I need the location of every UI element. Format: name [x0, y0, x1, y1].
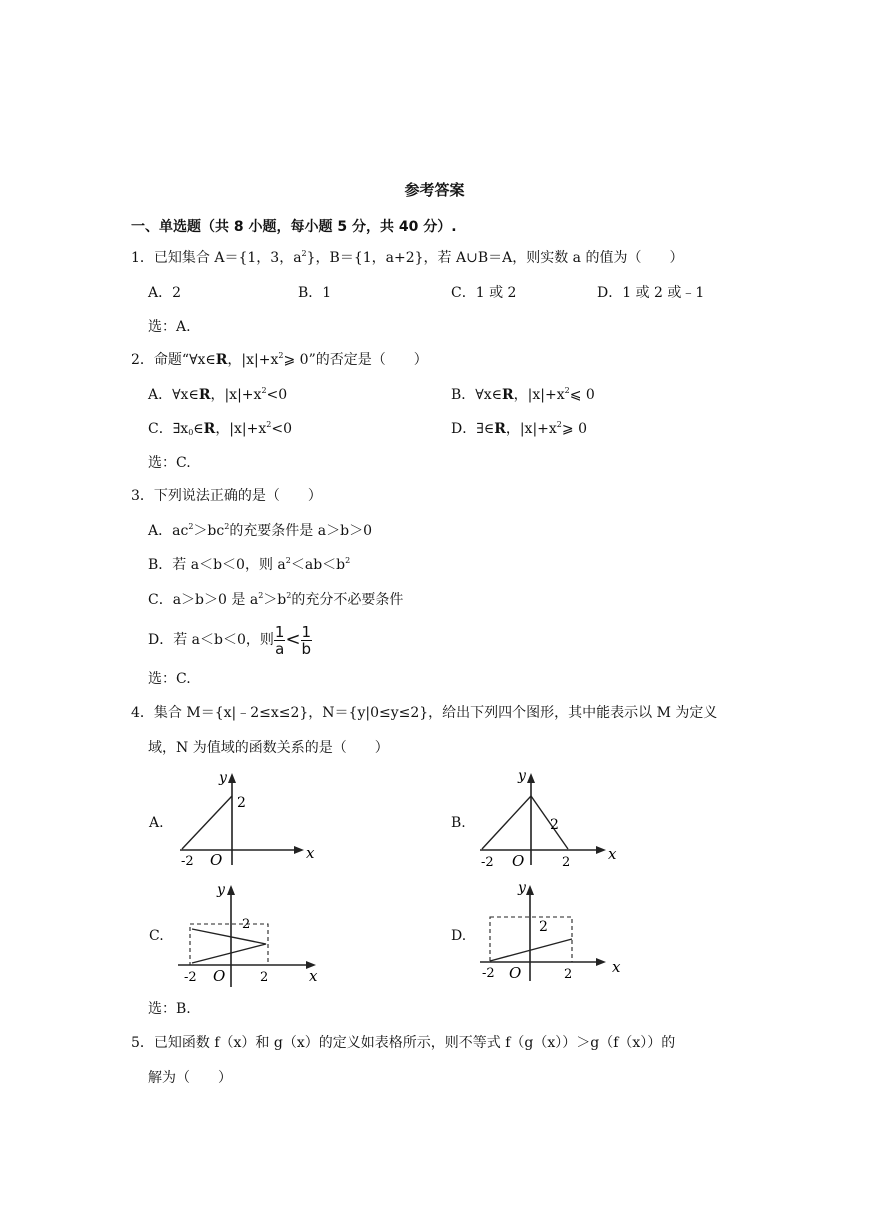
question-4-stem-line-1: 4．集合 M＝{x|﹣2≤x≤2}，N＝{y|0≤y≤2}，给出下列四个图形，其中能表示以 M 为定义 — [131, 705, 718, 721]
fraction-one-over-a: $\frac{1}{a}$ — [274, 622, 285, 658]
question-5-stem-line-2: 解为（ ） — [148, 1070, 232, 1086]
question-2-answer: 选：C. — [148, 455, 191, 471]
question-2-option-c: C．$\exists x_0\in R$，$|x|+x^2<0$ — [148, 420, 293, 437]
section-heading: 一、单选题（共 8 小题，每小题 5 分，共 40 分）. — [131, 219, 457, 235]
svg-text:y: y — [518, 880, 526, 896]
question-3-option-d: D．若 a＜b＜0，则 $\frac{1}{a}$ < $\frac{1}{b}$ — [148, 622, 312, 658]
svg-text:O: O — [210, 851, 223, 869]
question-1-option-a: A．2 — [148, 285, 182, 301]
svg-text:O: O — [509, 964, 522, 982]
svg-text:2: 2 — [539, 919, 548, 935]
question-1-option-b: B．1 — [298, 285, 332, 301]
graph-c — [170, 877, 330, 992]
svg-text:y: y — [217, 882, 225, 898]
graph-b-label: B. — [451, 815, 466, 831]
svg-text:O: O — [512, 852, 525, 870]
question-3-option-b: B．若 a＜b＜0，则 $a^2<ab<b^2$ — [148, 556, 351, 573]
question-3-option-a: A．$ac^2>bc^2$的充要条件是 a＞b＞0 — [148, 522, 372, 539]
graph-a — [170, 765, 320, 870]
question-2-stem: 2．命题“∀x∈R，$|x|+x^2⩾$ 0”的否定是（ ） — [131, 351, 428, 368]
graph-a-label: A. — [149, 815, 164, 831]
question-4-stem-line-2: 域，N 为值域的函数关系的是（ ） — [148, 740, 389, 756]
svg-text:x: x — [309, 967, 318, 985]
graph-b — [472, 765, 622, 870]
svg-text:-2: -2 — [184, 970, 197, 985]
question-3-option-c: C．a＞b＞0 是 $a^2>b^2$的充分不必要条件 — [148, 591, 404, 608]
page-title: 参考答案 — [404, 181, 465, 199]
question-2-option-d: D．∃∈R，$|x|+x^2⩾$ 0 — [451, 420, 587, 437]
svg-text:2: 2 — [260, 970, 269, 985]
question-1-stem: 1．已知集合 A＝{1，3，$a^2$}，B＝{1，a+2}，若 A∪B＝A，则实数 a 的值为（ ） — [131, 249, 684, 266]
graph-d — [472, 877, 632, 992]
graph-c-label: C. — [149, 928, 164, 944]
question-1-answer: 选：A. — [148, 319, 191, 335]
question-2-option-b: B．∀x∈R，$|x|+x^2⩽$ 0 — [451, 386, 595, 403]
svg-text:2: 2 — [237, 795, 246, 811]
question-5-stem-line-1: 5．已知函数 f（x）和 g（x）的定义如表格所示，则不等式 f（g（x））＞g（f（x））的 — [131, 1035, 676, 1051]
question-4-answer: 选：B. — [148, 1001, 191, 1017]
svg-text:x: x — [612, 958, 621, 976]
fraction-one-over-b: $\frac{1}{b}$ — [301, 622, 312, 658]
svg-text:2: 2 — [564, 967, 573, 982]
svg-text:O: O — [213, 967, 226, 985]
svg-text:2: 2 — [550, 817, 559, 833]
svg-text:-2: -2 — [181, 854, 194, 869]
question-1-option-d: D．1 或 2 或﹣1 — [597, 285, 705, 301]
question-3-stem: 3．下列说法正确的是（ ） — [131, 488, 322, 504]
svg-text:2: 2 — [562, 855, 571, 870]
question-2-option-a: A．∀x∈R，$|x|+x^2<0$ — [148, 386, 288, 403]
svg-text:x: x — [608, 845, 617, 863]
svg-text:y: y — [518, 768, 526, 784]
question-3-answer: 选：C. — [148, 671, 191, 687]
svg-text:y: y — [219, 770, 227, 786]
graph-d-label: D. — [451, 928, 467, 944]
svg-text:x: x — [306, 844, 315, 862]
svg-text:2: 2 — [242, 917, 251, 932]
svg-text:-2: -2 — [481, 855, 494, 870]
svg-text:-2: -2 — [482, 966, 495, 981]
question-1-option-c: C．1 或 2 — [451, 285, 517, 301]
